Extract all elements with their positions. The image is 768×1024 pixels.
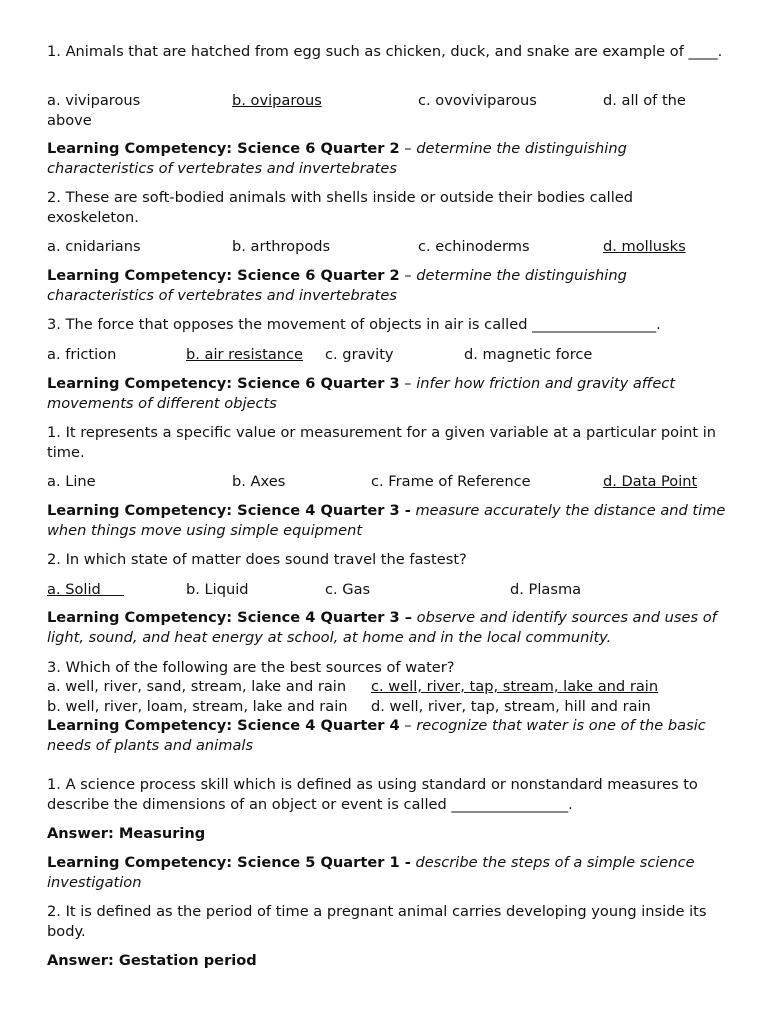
learning-competency: Learning Competency: Science 4 Quarter 3 – observe and identify sources and uses of light, sound, and heat energy at school, at home and in the local community. — [47, 609, 717, 646]
option-a: a. Line — [47, 473, 96, 490]
question-1: 1. Animals that are hatched from egg such as chicken, duck, and snake are example of ____. — [47, 43, 723, 60]
option-c: c. Gas — [325, 581, 371, 598]
question-8: 2. It is defined as the period of time a pregnant animal carries developing young inside its body. — [47, 903, 707, 940]
option-a: a. friction — [47, 346, 117, 363]
option-a-correct: a. Solid — [47, 581, 124, 598]
answer: Answer: Measuring — [47, 825, 206, 842]
learning-competency: Learning Competency: Science 4 Quarter 4 – recognize that water is one of the basic needs of plants and animals — [47, 717, 706, 754]
learning-competency: Learning Competency: Science 6 Quarter 2 – determine the distinguishing characteristics of vertebrates and invertebrates — [47, 267, 627, 304]
option-b: b. Liquid — [186, 581, 249, 598]
question-6: 3. Which of the following are the best sources of water? — [47, 659, 455, 676]
option-d: d. magnetic force — [464, 346, 593, 363]
option-c: c. gravity — [325, 346, 394, 363]
option-c: c. Frame of Reference — [371, 473, 531, 490]
option-c: c. ovoviviparous — [418, 92, 537, 109]
option-a: a. viviparous — [47, 92, 141, 109]
option-b: b. arthropods — [232, 238, 331, 255]
question-7: 1. A science process skill which is defined as using standard or nonstandard measures to describe the dimensions of an object or event is called ________________. — [47, 776, 698, 813]
learning-competency: Learning Competency: Science 6 Quarter 3 – infer how friction and gravity affect movements of different objects — [47, 375, 676, 412]
option-a: a. well, river, sand, stream, lake and rain — [47, 678, 347, 695]
option-b: b. well, river, loam, stream, lake and rain — [47, 698, 348, 715]
option-d-continued: above — [47, 112, 92, 129]
option-d-correct: d. Data Point — [603, 473, 698, 490]
learning-competency: Learning Competency: Science 4 Quarter 3 - measure accurately the distance and time when things move using simple equipment — [47, 502, 726, 539]
question-3: 3. The force that opposes the movement of objects in air is called _________________. — [47, 316, 661, 333]
option-b-correct: b. air resistance — [186, 346, 304, 363]
learning-competency: Learning Competency: Science 6 Quarter 2 – determine the distinguishing characteristics of vertebrates and invertebrates — [47, 140, 627, 177]
option-d-correct: d. mollusks — [603, 238, 686, 255]
option-c-correct: c. well, river, tap, stream, lake and rain — [371, 678, 659, 695]
option-d: d. well, river, tap, stream, hill and rain — [371, 698, 651, 715]
option-a: a. cnidarians — [47, 238, 141, 255]
answer: Answer: Gestation period — [47, 952, 257, 969]
question-5: 2. In which state of matter does sound travel the fastest? — [47, 551, 467, 568]
option-c: c. echinoderms — [418, 238, 530, 255]
question-2: 2. These are soft-bodied animals with shells inside or outside their bodies called exoskeleton. — [47, 189, 633, 226]
question-4: 1. It represents a specific value or measurement for a given variable at a particular point in time. — [47, 424, 717, 461]
option-b-correct: b. oviparous — [232, 92, 322, 109]
option-b: b. Axes — [232, 473, 286, 490]
option-d: d. all of the — [603, 92, 686, 109]
option-d: d. Plasma — [510, 581, 582, 598]
learning-competency: Learning Competency: Science 5 Quarter 1 - describe the steps of a simple science investigation — [47, 854, 695, 891]
